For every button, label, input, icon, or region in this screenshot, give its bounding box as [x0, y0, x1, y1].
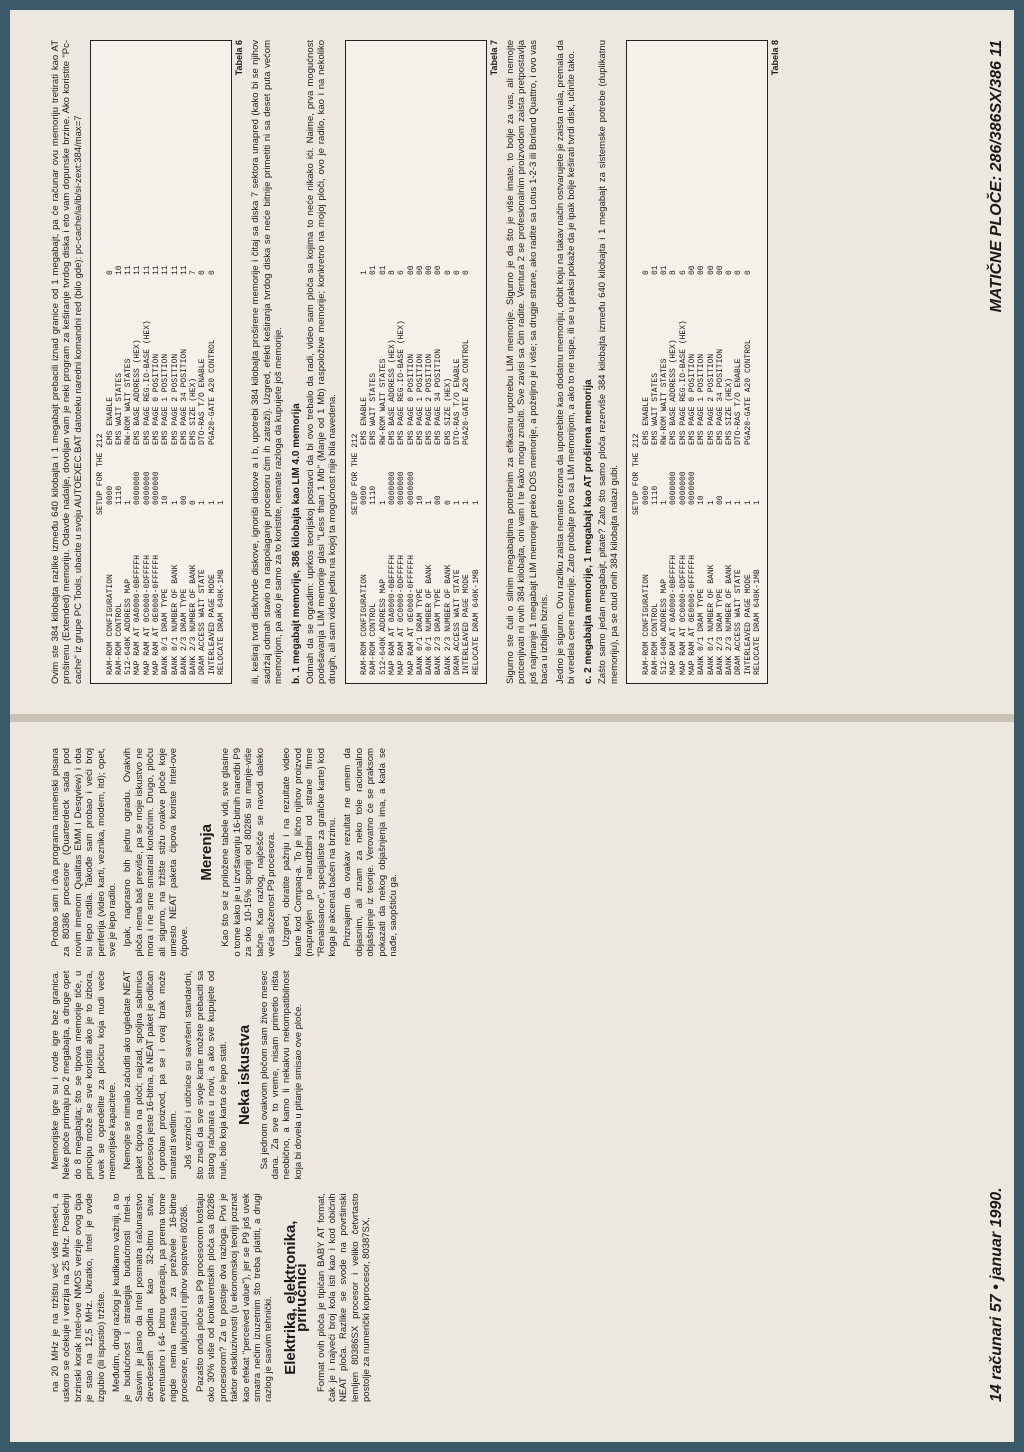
left-column-3 — [50, 748, 403, 957]
rotated-spread — [10, 10, 1014, 1442]
setup-table-8 — [626, 40, 768, 684]
setup-line: RAM-ROM CONTROL — [114, 602, 124, 675]
setup-line: 01 — [378, 265, 388, 275]
setup-line: EMS WAIT STATES — [369, 372, 379, 445]
setup-line: 512-640K ADDRESS MAP — [124, 578, 134, 675]
setup-line: 00 — [715, 265, 725, 275]
setup-line: 1 — [725, 500, 735, 505]
paragraph: Jedno je sigurno. Ovu razliku zaista nemate rezona da upotrebite kao dodatnu memoriju, dobit koju na takav način ostvarujete je zaista mala, premala da bi vredela cene memorije. Zato probajte prvo sa LIM memorijom, a ako to ne uspe, ili se u praksi pokaže da je ipak bolje keširati tvrdi disk, učinite tako. — [554, 40, 577, 684]
setup-line: EMS PAGE 0 POSITION — [688, 353, 697, 445]
setup-line: BANK 0/1 NUMBER OF BANK — [425, 564, 435, 675]
setup-line: 6 — [397, 270, 407, 275]
setup-line: PGA20-GATE A20 CONTROL — [462, 339, 472, 445]
setup-line: 10 — [415, 495, 425, 505]
setup-line: 10 — [697, 495, 707, 505]
setup-line: 1 — [734, 500, 744, 505]
setup-line: EMS BASE ADDRESS (HEX) — [388, 339, 397, 445]
paragraph: Format ovih ploča je tipičan BABY AT format, čak je i najveći broj kola isti kao i kod običnih NEAT ploča. Razlike se svode na površinski lemljen 80386SX procesor i veliko četvrtasto postolje za numerički koprocesor, 80387SX. — [315, 1193, 373, 1402]
setup-line: RELOCATE DRAM 640K-1MB — [471, 569, 481, 675]
setup-line: 1110 — [650, 485, 660, 505]
setup-line: 00 — [415, 265, 425, 275]
setup-line: 11 — [142, 265, 152, 275]
page-footer-right: MATIČNE PLOČE: 286/386SX/386 11 — [988, 40, 1005, 313]
table-caption-8: Tabela 8 — [770, 40, 781, 76]
setup-line: BANK 2/3 NUMBER OF BANK — [443, 564, 453, 675]
setup-line: EMS SIZE (HEX) — [725, 377, 735, 445]
table-caption-6: Tabela 6 — [234, 40, 245, 76]
setup-line: 00 — [406, 265, 416, 275]
setup-line: 00 — [179, 495, 189, 505]
setup-line: MAP RAM AT 0A0000-0BFFFFH — [388, 554, 397, 675]
setup-line: EMS PAGE REG.IO-BASE (HEX) — [142, 320, 152, 445]
setup-line: RAM-ROM CONTROL — [650, 602, 660, 675]
left-page — [10, 722, 1014, 1442]
setup-line: 0000000 — [152, 471, 161, 505]
setup-left-labels — [360, 505, 481, 675]
setup-line: 0000 — [105, 485, 115, 505]
paragraph: Sa jednom ovakvom pločom sam živeo mesec dana. Za sve to vreme, nisam primetio ništa neobično, a kamo li nekakvu nekompatibilnost koja bi dovela u pitanje smisao ove ploče. — [258, 970, 304, 1180]
setup-line: 1 — [217, 500, 227, 505]
setup-line: 1 — [124, 500, 134, 505]
setup-line: 1 — [471, 500, 481, 505]
paragraph: Ipak, naprasno bih jednu ogradu. Ovakvih ploča nema baš previše, pa se moje iskustvo ne mora i ne sme smatrati konačnim. Drugo, ploču ali sigurno, na tržište stižu ovakve ploče koje umesto NEAT paketa čipova koriste Intel-ove čipove. — [122, 747, 191, 957]
setup-line: 0000000 — [388, 471, 397, 505]
intro-paragraph: Ovim ste 384 kilobajta razlike između 640 kilobajta i 1 megabajt prebacili iznad granice od 1 megabajt, pa će računar ovu memoriju tretirati kao AT proširenu (Extended) memoriju. Odavde nadalje, dovoljan vam je neki program za keširanje tvrdog diska i eto vam dopunske brzine. Ako koristite "Pc-cache" iz grupe PC Tools, ubacite u svoju AUTOEXEC.BAT datoteku naredni komandni red (bilo gde): pc-cache/ia/ib/si-zext:384/max=7 — [50, 40, 84, 684]
paragraph: Zašto samo jedan megabajt, pitate? Zato što samo ploča rezerviše 384 kilobajta između 640 kilobajta i 1 megabajt za sistemske potrebe (duplikatnu memoriju), pa se otud onih 384 kilobajta nalazi gubi. — [597, 40, 620, 684]
setup-line: MAP RAM AT 0C0000-0DFFFFH — [142, 554, 152, 675]
setup-line: EMS BASE ADDRESS (HEX) — [669, 339, 679, 445]
setup-line: 10 — [161, 495, 171, 505]
right-page — [10, 10, 1014, 714]
setup-line: 6 — [678, 270, 688, 275]
setup-line: 0000000 — [397, 471, 407, 505]
setup-line: EMS PAGE 1 POSITION — [161, 353, 171, 445]
setup-line: EMS ENABLE — [105, 396, 115, 445]
setup-line: 1110 — [114, 485, 124, 505]
setup-right-values — [642, 215, 763, 275]
setup-line: EMS BASE ADDRESS (HEX) — [133, 339, 143, 445]
paragraph: Uzgred, obratite pažnju i na rezultate video karte kod Compaq-a. To je lično njihov proizvod (napravljen po narudžbini od strane firme "Renaissance", specijaliste za grafičke karte) kod koga je akcenat bačen na brzinu. — [281, 747, 338, 957]
setup-line: EMS SIZE (HEX) — [189, 377, 199, 445]
setup-line: 8 — [388, 270, 397, 275]
setup-line: DRAM ACCESS WAIT STATE — [734, 569, 744, 675]
setup-line: 00 — [425, 265, 435, 275]
setup-line: DRAM ACCESS WAIT STATE — [198, 569, 208, 675]
setup-title: SETUP FOR THE 212 — [632, 433, 642, 515]
setup-line: 1 — [753, 500, 763, 505]
page-footer-left: 14 računari 57 • januar 1990. — [988, 1187, 1005, 1402]
setup-line: EMS ENABLE — [641, 396, 651, 445]
setup-right-labels — [360, 275, 481, 445]
setup-line: 8 — [669, 270, 679, 275]
setup-line: 1 — [198, 500, 208, 505]
setup-line: MAP RAM AT 0C0000-0DFFFFH — [678, 554, 688, 675]
subheading-c: c. 2 megabajta memorije, 1 megabajt kao AT proširena memorija — [583, 379, 595, 684]
setup-line: 1 — [170, 500, 180, 505]
setup-line: 1110 — [369, 485, 379, 505]
setup-left-values — [360, 445, 481, 505]
setup-line: 0 — [189, 500, 199, 505]
paragraph: Nemojte se nimalo začuditi ako ugledate NEAT paket čipova na ploči; najzad, spoljna sabirnica procesora jeste 16-bitna, a NEAT paket je odličan i oproban proizvod, pa se i ovaj brak može smatrati svetlim. — [122, 970, 180, 1180]
setup-line: EMS PAGE 0 POSITION — [152, 353, 161, 445]
setup-line: INTERLEAVED PAGE MODE — [462, 574, 472, 675]
setup-line: EMS PAGE REG.IO-BASE (HEX) — [397, 320, 407, 445]
section-heading-iskustva: Neka iskustva — [236, 1024, 254, 1126]
setup-line: 0000000 — [678, 471, 688, 505]
setup-line: 0 — [443, 500, 453, 505]
setup-line: 0 — [734, 270, 744, 275]
setup-line: 00 — [688, 265, 697, 275]
paragraph: Priznajem da ovakav rezultat ne umem da objasnim, ali znam za neko tole racionalno objašnjenje iz teorije. Verovatno će se praksom pokazati da nekog objašnjenja ima, a kada se nađe, saopštiću ga. — [342, 747, 399, 957]
setup-line: MAP RAM AT 0E0000-0FFFFFH — [152, 554, 161, 675]
paragraph: Memorijske igre su i ovde igre bez granica. Neke ploče primaju po 2 megabajta, a druge opet do 8 megabajta; što se tipova memorije tiče, u principu može se sve koristiti ako je to izbora, uvek se opredelite za pločicu koja nudi veće memorijske kapacitete. — [50, 970, 119, 1180]
setup-line: 11 — [124, 265, 134, 275]
setup-line: 0 — [105, 270, 115, 275]
setup-line: BANK 2/3 DRAM TYPE — [715, 588, 725, 675]
setup-line: 0 — [743, 270, 753, 275]
setup-line: EMS WAIT STATES — [650, 372, 660, 445]
setup-right-labels — [106, 275, 227, 445]
setup-line: EMS ENABLE — [360, 396, 370, 445]
paragraph: Međutim, drugi razlog je kudikamo važniji, a to je budućnost i strategija budućnosti Intel-a. Sasvim je jasno da Intel posmatra računarstvo devedesetih godina kao 32-bitnu stvar, eventualno i 64- bitnu operaciju, pa prema tome nigde nema mesta za preživele 16-bitne procesore, uključujući i njihov sopstveni 80286. — [111, 1193, 191, 1402]
page-fold — [10, 714, 1014, 722]
setup-line: 0 — [462, 270, 472, 275]
setup-line: DTO-RAS T/O ENABLE — [198, 358, 208, 445]
setup-title: SETUP FOR THE 212 — [350, 433, 360, 515]
setup-line: 00 — [434, 495, 444, 505]
setup-line: DRAM ACCESS WAIT STATE — [453, 569, 463, 675]
setup-line: 0000 — [641, 485, 651, 505]
setup-line: 01 — [369, 265, 379, 275]
setup-line: RAM-ROM CONFIGURATION — [105, 574, 115, 675]
setup-line: EMS WAIT STATES — [114, 372, 124, 445]
paragraph: Sigurno ste čuli o silnim megabajtima potrebnim za efikasnu upotrebu LIM memorije. Sigurno je da što je više imate, to bolje za vas, ali nemojte potcenjivati ni ovih 384 kilobajta, oni vam i te kako mogu značiti. Sve zavisi sa čim radite. Ventura 2 se profesionalnim proizvodom zaista pretpostavlja još najmanje 1 megabajt LIM memorije preko DOS memorije, a poželjno je i više; sa drugje strane, ako radite sa Lotus 1-2-3 ili Borland Quattro, i ovo vas baca u izbiljan biznis. — [504, 40, 551, 684]
setup-line: 00 — [715, 495, 725, 505]
setup-line: 512-640K ADDRESS MAP — [660, 578, 670, 675]
magazine-spread — [10, 10, 1014, 1442]
setup-line: MAP RAM AT 0E0000-0FFFFFH — [688, 554, 697, 675]
setup-line: BANK 2/3 DRAM TYPE — [179, 588, 189, 675]
setup-left-labels — [642, 505, 763, 675]
setup-line: PGA20-GATE A20 CONTROL — [743, 339, 753, 445]
setup-line: BANK 0/1 DRAM TYPE — [697, 588, 707, 675]
setup-line: EMS PAGE 34 POSITION — [179, 348, 189, 445]
setup-line: MAP RAM AT 0E0000-0FFFFFH — [406, 554, 416, 675]
setup-line: 0000000 — [688, 471, 697, 505]
setup-line: RW-ROM WAIT STATES — [378, 358, 388, 445]
setup-line: 0 — [725, 270, 735, 275]
setup-line: PGA20-GATE A20 CONTROL — [207, 339, 217, 445]
paragraph: Pazašto onda ploče sa P9 procesorom koštaju oko 30% više od konkurentskih ploča sa 80286 procesorom? Za to postoje dva razloga. Prvi je faktor ekskluzivnosti (u ekonomskoj teoriji poznat kao efekat "perceived value"), jer se P9 još uvek smatra nečim izuzetnim što treba platiti, a drugi razlog je sasvim tehnički. — [194, 1193, 275, 1402]
setup-line: 1 — [462, 500, 472, 505]
paragraph: Probao sam i dva programa namenski pisana za 80386 procesore (Quarterdeck sada pod novim imenom Qualitas EMM i Desqview) i oba su lepo radila. Takođe sam probao i veći broj periferija (video karti, veznika, modem, itd); opet, sve je lepo radilo. — [50, 747, 119, 957]
intro-paragraph-2: ili, keširaj tvrdi disk/tvrde diskove, ignoriši diskove a i b, upotrebi 384 kilobajta proširene memorije i čitaj sa diska 7 sektora unapred (kako bi se njihov sadržaj odmah stavio na raspolaganje procesoru čim ih zatraži). Uzgred, efekti keširanja tvrdog diska se neće bitnije primetiti ni sa deset puta većom memorijom, pa ako je samo za to koristite, nemate razloga da kupujete još memorije. — [250, 40, 285, 684]
setup-line: BANK 0/1 DRAM TYPE — [161, 588, 171, 675]
paragraph: na 20 MHz je na tržištu već više meseci, a uskoro se očekuje i verzija na 25 MHz. Poslednji brzinski korak Intel-ove NMOS verzije ovog čipa je stao na 12,5 MHz. Ukratko, Intel je ovde izgubio (ili ispustio) tržište. — [50, 1193, 107, 1402]
setup-right-values — [106, 215, 227, 275]
setup-line: 1 — [360, 270, 370, 275]
paragraph: Kao što se iz priložene tabele vidi, sve glasine o tome kako je u izvršavanju 16-bitnih naredbi P9 za oko 10-15% sporiji od 80286 su manje-više tačne. Kao razlog, najčešće se navodi daleko veća složenost P9 procesora. — [220, 747, 277, 957]
setup-line: EMS SIZE (HEX) — [443, 377, 453, 445]
section-heading-elektrika: Elektrika, elektronika, priručnici — [281, 1220, 311, 1375]
setup-line: 1 — [207, 500, 217, 505]
setup-line: RW-ROM WAIT STATES — [124, 358, 134, 445]
setup-line: 512-640K ADDRESS MAP — [378, 578, 388, 675]
setup-line: EMS PAGE REG.IO-BASE (HEX) — [678, 320, 688, 445]
setup-line: 01 — [650, 265, 660, 275]
setup-right-labels — [642, 275, 763, 445]
setup-table-7 — [345, 40, 487, 684]
setup-line: 0000 — [360, 485, 370, 505]
setup-line: RELOCATE DRAM 640K-1MB — [217, 569, 227, 675]
setup-line: 1 — [706, 500, 716, 505]
setup-line: 0 — [453, 270, 463, 275]
setup-line: 0 — [443, 270, 453, 275]
setup-line: DTO-RAS T/O ENABLE — [453, 358, 463, 445]
setup-left-values — [106, 445, 227, 505]
setup-line: 1 — [378, 500, 388, 505]
setup-line: 01 — [660, 265, 670, 275]
setup-line: 00 — [697, 265, 707, 275]
setup-line: INTERLEAVED PAGE MODE — [207, 574, 217, 675]
setup-right-values — [360, 215, 481, 275]
setup-line: EMS PAGE 1 POSITION — [697, 353, 707, 445]
setup-line: 0 — [641, 270, 651, 275]
setup-line: 11 — [161, 265, 171, 275]
setup-line: 0000000 — [669, 471, 679, 505]
setup-line: BANK 0/1 NUMBER OF BANK — [170, 564, 180, 675]
setup-line: EMS PAGE 1 POSITION — [415, 353, 425, 445]
setup-line: BANK 0/1 DRAM TYPE — [415, 588, 425, 675]
setup-line: 11 — [152, 265, 161, 275]
setup-line: RAM-ROM CONFIGURATION — [360, 574, 370, 675]
setup-line: 1 — [743, 500, 753, 505]
setup-line: 7 — [189, 270, 199, 275]
setup-title: SETUP FOR THE 212 — [96, 433, 106, 515]
setup-line: 00 — [434, 265, 444, 275]
setup-line: BANK 2/3 NUMBER OF BANK — [189, 564, 199, 675]
paragraph: Odmah da se ogradim: uprkos teorijskoj postavci da bi ovo trebalo da radi, video sam ploča sa kojima to neće nikako ići. Naime, prva mogućnost podešavanja LIM memorije glasi "Less than 1 Mb" (Manje od 1 Mb) raspoložive memorije; konkretno na mojoj ploči, ovo je radilo, kao i na nekoliko drugih, ali sam video jednu na kojoj ta mogućnost nije bila navedena. — [304, 40, 339, 684]
setup-line: EMS PAGE 2 POSITION — [170, 353, 180, 445]
setup-line: EMS PAGE 2 POSITION — [425, 353, 435, 445]
setup-line: MAP RAM AT 0A0000-0BFFFFH — [133, 554, 143, 675]
setup-line: 0 — [198, 270, 208, 275]
left-column-1 — [50, 1193, 403, 1402]
setup-line: INTERLEAVED PAGE MODE — [743, 574, 753, 675]
setup-left-labels — [106, 505, 227, 675]
setup-line: EMS PAGE 2 POSITION — [706, 353, 716, 445]
setup-line: RAM-ROM CONFIGURATION — [641, 574, 651, 675]
setup-line: 11 — [133, 265, 143, 275]
setup-line: 10 — [114, 265, 124, 275]
setup-line: 11 — [179, 265, 189, 275]
setup-line: 11 — [170, 265, 180, 275]
setup-line: RELOCATE DRAM 640K-1MB — [753, 569, 763, 675]
setup-line: 1 — [425, 500, 435, 505]
setup-line: 0000000 — [142, 471, 152, 505]
setup-line: RAM-ROM CONTROL — [369, 602, 379, 675]
setup-line: 0000000 — [406, 471, 416, 505]
left-column-2 — [50, 971, 403, 1180]
setup-line: 1 — [453, 500, 463, 505]
setup-table-6 — [90, 40, 232, 684]
setup-left-values — [642, 445, 763, 505]
paragraph: Još vezničci i utičnice su savršeni standardni, što znači da sve svoje karte možete prebaciti sa starog računara u novi, a ako sve kupujete od nule, bilo koja karta će lepo stati. — [183, 970, 229, 1180]
setup-line: 0 — [207, 270, 217, 275]
setup-line: BANK 2/3 NUMBER OF BANK — [725, 564, 735, 675]
setup-line: BANK 0/1 NUMBER OF BANK — [706, 564, 716, 675]
setup-line: BANK 2/3 DRAM TYPE — [434, 588, 444, 675]
setup-line: EMS PAGE 0 POSITION — [406, 353, 416, 445]
setup-line: 1 — [660, 500, 670, 505]
setup-line: 0000000 — [133, 471, 143, 505]
subheading-b: b. 1 megabajt memorije, 386 kilobajta kao LIM 4.0 memorija — [290, 403, 302, 684]
setup-line: MAP RAM AT 0C0000-0DFFFFH — [397, 554, 407, 675]
setup-line: EMS PAGE 34 POSITION — [434, 348, 444, 445]
setup-line: 00 — [706, 265, 716, 275]
setup-line: MAP RAM AT 0A0000-0BFFFFH — [669, 554, 679, 675]
table-caption-7: Tabela 7 — [488, 40, 499, 76]
setup-line: RW-ROM WAIT STATES — [660, 358, 670, 445]
setup-line: EMS PAGE 34 POSITION — [715, 348, 725, 445]
section-heading-merenja: Merenja — [197, 823, 215, 881]
setup-line: DTO-RAS T/O ENABLE — [734, 358, 744, 445]
